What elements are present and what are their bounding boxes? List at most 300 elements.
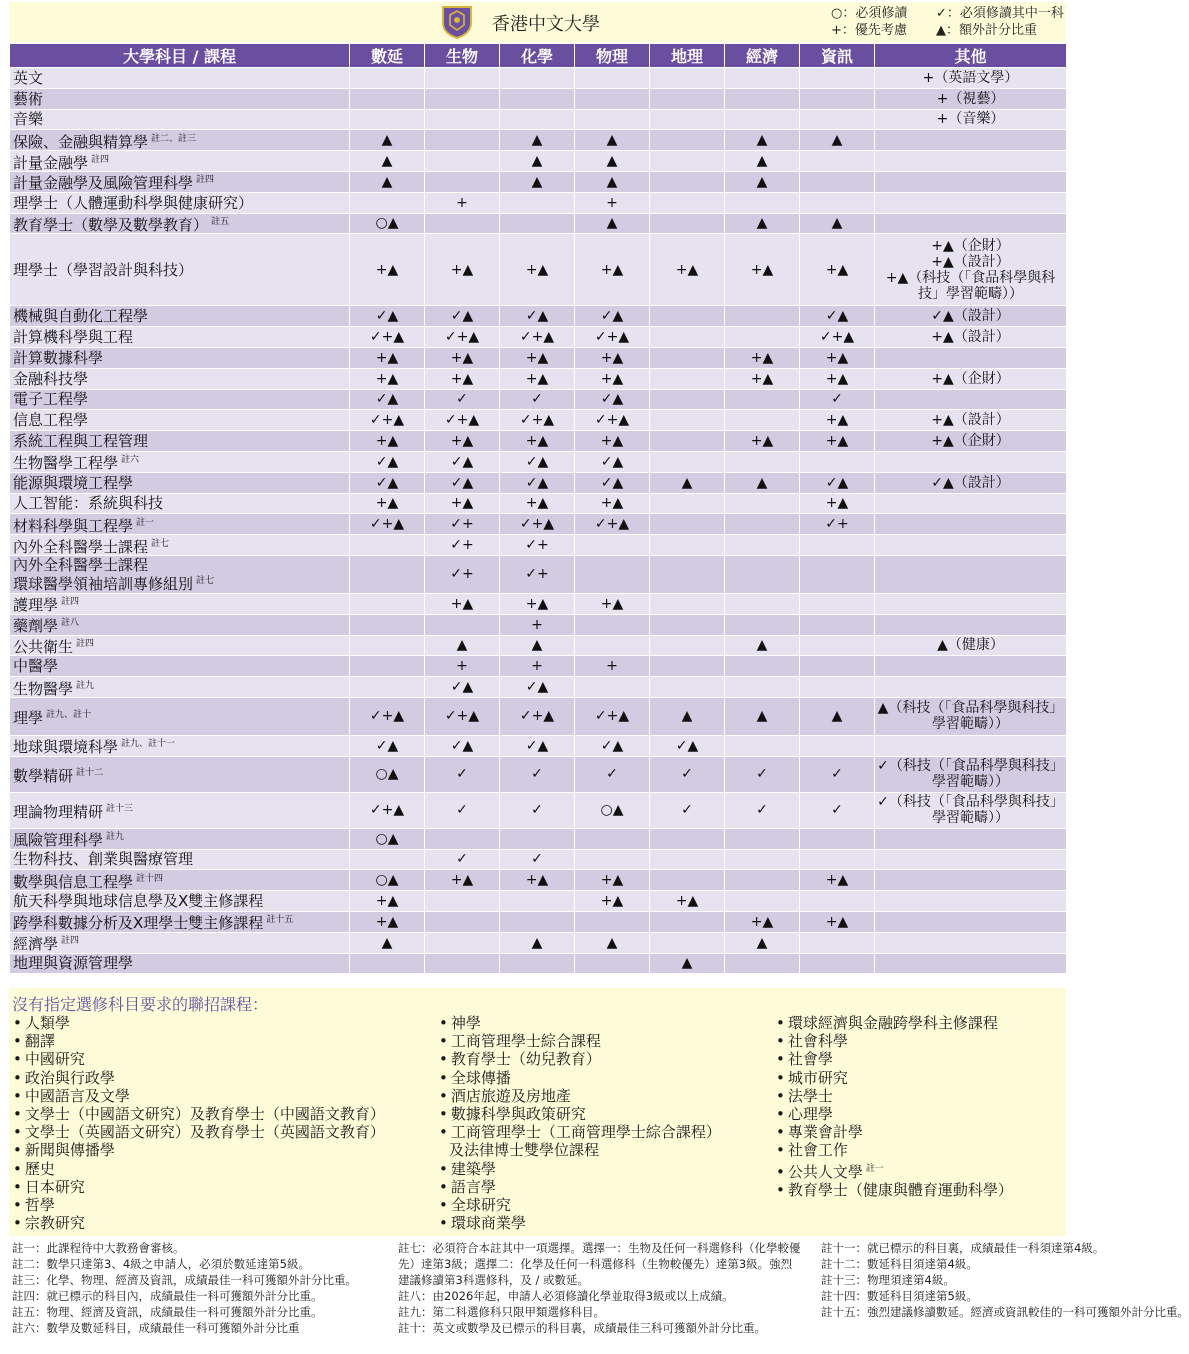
table-row [10, 870, 1067, 891]
course-name: 理學士（人體運動科學與健康研究） [10, 192, 350, 213]
cell-chemistry: +▲ [500, 493, 575, 514]
cell-geography [650, 870, 725, 891]
cell-m1m2: ✓+▲ [350, 792, 425, 828]
cell-biology: ✓+▲ [425, 697, 500, 735]
table-row [10, 656, 1067, 677]
col-header-m1m2: 數延 [350, 44, 425, 68]
cell-geography: +▲ [650, 891, 725, 912]
cell-others [875, 151, 1067, 172]
table-row [10, 555, 1067, 593]
table-row [10, 828, 1067, 849]
course-name: 理學 $^{註九、註十}$ [10, 697, 350, 735]
cell-biology: ✓▲ [425, 677, 500, 698]
cell-m1m2: ○▲ [350, 870, 425, 891]
cell-economics [725, 514, 800, 535]
cell-economics: ▲ [725, 472, 800, 493]
cell-biology: +▲ [425, 234, 500, 306]
course-note-ref: 註九 [76, 680, 95, 691]
list-item: • 社會工作 [776, 1141, 1013, 1159]
cell-others: +▲（企財） +▲（設計） +▲（科技（「食品科學與科技」學習範疇）） [875, 234, 1067, 306]
cell-chemistry: +▲ [500, 870, 575, 891]
cell-physics: ✓+▲ [575, 697, 650, 735]
cell-chemistry: ✓ [500, 792, 575, 828]
cell-chemistry [500, 88, 575, 109]
footnote: 註八：由2026年起，申請人必須修讀化學並取得3級或以上成績。 [398, 1289, 734, 1303]
cell-chemistry: +▲ [500, 234, 575, 306]
list-item: • 教育學士（健康與體育運動科學） [776, 1181, 1013, 1199]
cell-ict [800, 932, 875, 953]
cell-economics [725, 677, 800, 698]
cell-ict: ▲ [800, 130, 875, 151]
col-header-others: 其他 [875, 44, 1067, 68]
cell-biology: ✓+ [425, 555, 500, 593]
cell-ict: ✓ [800, 792, 875, 828]
notes-column-1 [12, 1240, 392, 1336]
cell-m1m2 [350, 614, 425, 635]
cell-m1m2: ✓+▲ [350, 514, 425, 535]
cell-ict [800, 555, 875, 593]
table-row [10, 891, 1067, 912]
course-note-ref: 註十三 [106, 803, 134, 814]
cell-chemistry [500, 192, 575, 213]
cell-ict: ✓▲ [800, 472, 875, 493]
cell-ict: +▲ [800, 234, 875, 306]
cell-biology: ✓ [425, 756, 500, 792]
course-name: 生物醫學 $^{註九}$ [10, 677, 350, 698]
col-header-geography: 地理 [650, 44, 725, 68]
footnote: 註十一：就已標示的科目裏，成績最佳一科須達第4級。 [821, 1241, 1105, 1255]
table-row [10, 213, 1067, 234]
course-name: 信息工程學 [10, 410, 350, 431]
cell-geography [650, 493, 725, 514]
cell-physics [575, 849, 650, 870]
cell-m1m2: +▲ [350, 493, 425, 514]
footnote: 註二：數學只達第3、4級之申請人，必須於數延達第5級。 [12, 1257, 310, 1271]
cell-others [875, 656, 1067, 677]
course-name: 計算數據科學 [10, 347, 350, 368]
cell-m1m2 [350, 535, 425, 556]
cell-ict [800, 171, 875, 192]
course-note-ref: 註十四 [136, 873, 164, 884]
cell-m1m2: ✓▲ [350, 451, 425, 472]
cell-economics [725, 891, 800, 912]
table-row [10, 514, 1067, 535]
cell-chemistry: ▲ [500, 171, 575, 192]
cell-ict: ▲ [800, 697, 875, 735]
table-row [10, 677, 1067, 698]
cell-biology: ✓▲ [425, 735, 500, 756]
table-row [10, 151, 1067, 172]
cell-economics [725, 493, 800, 514]
cell-economics [725, 614, 800, 635]
notes-column-2 [398, 1240, 803, 1336]
cell-geography [650, 68, 725, 89]
cell-chemistry: +▲ [500, 431, 575, 452]
cell-others [875, 130, 1067, 151]
cell-ict [800, 656, 875, 677]
cell-economics [725, 306, 800, 327]
cell-economics [725, 389, 800, 410]
cell-others: +（音樂） [875, 109, 1067, 130]
cell-ict [800, 109, 875, 130]
course-name: 數學與信息工程學 $^{註十四}$ [10, 870, 350, 891]
cell-others [875, 535, 1067, 556]
course-name: 經濟學 $^{註四}$ [10, 932, 350, 953]
cell-ict: ✓ [800, 756, 875, 792]
cell-others: +（英語文學） [875, 68, 1067, 89]
list-item: • 歷史 [13, 1160, 385, 1178]
course-name: 材料科學與工程學 $^{註一}$ [10, 514, 350, 535]
course-name: 護理學 $^{註四}$ [10, 593, 350, 614]
cell-geography [650, 368, 725, 389]
cell-m1m2: +▲ [350, 891, 425, 912]
cell-others [875, 677, 1067, 698]
cell-geography [650, 677, 725, 698]
cell-ict [800, 88, 875, 109]
cell-biology: ✓▲ [425, 472, 500, 493]
cell-ict [800, 593, 875, 614]
cell-chemistry: ✓▲ [500, 451, 575, 472]
table-body [10, 68, 1067, 974]
cell-economics [725, 953, 800, 974]
cell-others [875, 828, 1067, 849]
cell-geography [650, 192, 725, 213]
footnote: 註六：數學及數延科目，成績最佳一科可獲額外計分比重 [12, 1321, 300, 1335]
list-item: • 環球經濟與金融跨學科主修課程 [776, 1014, 1013, 1032]
university-crest-icon [441, 5, 473, 39]
cell-others [875, 849, 1067, 870]
cell-m1m2: ▲ [350, 130, 425, 151]
no-requirement-title: 沒有指定選修科目要求的聯招課程： [12, 995, 269, 1014]
cell-physics [575, 68, 650, 89]
cell-physics [575, 109, 650, 130]
cell-physics: +▲ [575, 368, 650, 389]
cell-m1m2 [350, 88, 425, 109]
course-name: 人工智能：系統與科技 [10, 493, 350, 514]
cell-biology [425, 891, 500, 912]
course-note-ref: 註八 [61, 618, 80, 629]
cell-economics [725, 828, 800, 849]
course-name: 地理與資源管理學 [10, 953, 350, 974]
cell-m1m2: ○▲ [350, 213, 425, 234]
cell-economics [725, 192, 800, 213]
cell-chemistry: ✓+▲ [500, 327, 575, 348]
cell-ict: ✓+▲ [800, 327, 875, 348]
symbol-legend [831, 5, 1066, 39]
course-name: 計量金融學 $^{註四}$ [10, 151, 350, 172]
course-name: 計算機科學與工程 [10, 327, 350, 348]
table-row [10, 472, 1067, 493]
cell-economics [725, 849, 800, 870]
cell-geography [650, 614, 725, 635]
course-note-ref: 註九 [106, 832, 125, 843]
cell-economics: +▲ [725, 911, 800, 932]
cell-biology: +▲ [425, 368, 500, 389]
course-name: 機械與自動化工程學 [10, 306, 350, 327]
cell-biology: +▲ [425, 347, 500, 368]
course-note-ref: 註一 [865, 1163, 884, 1174]
cell-biology [425, 68, 500, 89]
cell-ict [800, 735, 875, 756]
list-item: • 翻譯 [13, 1032, 385, 1050]
cell-chemistry: ✓▲ [500, 306, 575, 327]
cell-physics [575, 535, 650, 556]
cell-m1m2 [350, 953, 425, 974]
cell-chemistry: ✓▲ [500, 735, 575, 756]
course-note-ref: 註四 [196, 175, 215, 186]
cell-others: +（視藝） [875, 88, 1067, 109]
cell-chemistry [500, 213, 575, 234]
cell-others: ▲（科技（「食品科學與科技」學習範疇）） [875, 697, 1067, 735]
list-item: • 宗教研究 [13, 1214, 385, 1232]
cell-economics: ▲ [725, 151, 800, 172]
cell-economics: +▲ [725, 347, 800, 368]
footnote: 註五：物理、經濟及資訊，成績最佳一科可獲額外計分比重。 [12, 1305, 323, 1319]
cell-biology: ✓ [425, 849, 500, 870]
list-item: • 新聞與傳播學 [13, 1141, 385, 1159]
cell-others: ✓（科技（「食品科學與科技」學習範疇）） [875, 756, 1067, 792]
cell-chemistry: ✓▲ [500, 472, 575, 493]
cell-economics [725, 535, 800, 556]
cell-chemistry: ▲ [500, 130, 575, 151]
list-item: • 文學士（中國語文研究）及教育學士（中國語文教育） [13, 1105, 385, 1123]
col-header-course: 大學科目 / 課程 [10, 44, 350, 68]
course-name: 教育學士（數學及數學教育） $^{註五}$ [10, 213, 350, 234]
cell-geography [650, 849, 725, 870]
cell-ict: +▲ [800, 431, 875, 452]
cell-geography [650, 451, 725, 472]
course-name: 生物醫學工程學 $^{註六}$ [10, 451, 350, 472]
list-item: • 全球研究 [439, 1196, 729, 1214]
list-item: • 專業會計學 [776, 1123, 1013, 1141]
course-note-ref: 註七 [151, 538, 170, 549]
cell-geography [650, 593, 725, 614]
cell-others [875, 192, 1067, 213]
course-note-ref: 註五 [211, 216, 230, 227]
cell-chemistry: ✓+▲ [500, 514, 575, 535]
course-name: 生物科技、創業與醫療管理 [10, 849, 350, 870]
cell-geography [650, 213, 725, 234]
table-row [10, 192, 1067, 213]
table-row [10, 792, 1067, 828]
cell-others [875, 451, 1067, 472]
cell-chemistry [500, 68, 575, 89]
table-row [10, 697, 1067, 735]
cell-others [875, 735, 1067, 756]
cell-m1m2: +▲ [350, 347, 425, 368]
cell-economics: ▲ [725, 213, 800, 234]
cell-physics: +▲ [575, 870, 650, 891]
notes-column-3 [821, 1240, 1189, 1320]
table-row [10, 535, 1067, 556]
cell-economics [725, 327, 800, 348]
cell-chemistry: + [500, 614, 575, 635]
cell-m1m2: ○▲ [350, 756, 425, 792]
cell-ict [800, 677, 875, 698]
course-note-ref: 註十五 [266, 915, 294, 926]
cell-physics: ✓+▲ [575, 410, 650, 431]
cell-biology [425, 171, 500, 192]
cell-economics [725, 555, 800, 593]
cell-geography: ✓ [650, 756, 725, 792]
col-header-physics: 物理 [575, 44, 650, 68]
cell-economics [725, 656, 800, 677]
cell-physics [575, 614, 650, 635]
table-row [10, 109, 1067, 130]
cell-chemistry: +▲ [500, 347, 575, 368]
cell-biology [425, 109, 500, 130]
cell-physics: ✓▲ [575, 389, 650, 410]
cell-others [875, 932, 1067, 953]
table-row [10, 614, 1067, 635]
cell-physics: +▲ [575, 347, 650, 368]
course-note-ref: 註四 [61, 597, 80, 608]
cell-m1m2: ✓▲ [350, 472, 425, 493]
cell-m1m2 [350, 555, 425, 593]
cell-physics: ▲ [575, 171, 650, 192]
cell-biology: ✓▲ [425, 451, 500, 472]
cell-others: ✓（科技（「食品科學與科技」學習範疇）） [875, 792, 1067, 828]
cell-geography [650, 635, 725, 656]
course-name: 航天科學與地球信息學及X雙主修課程 [10, 891, 350, 912]
cell-physics: + [575, 656, 650, 677]
cell-ict [800, 68, 875, 89]
cell-chemistry [500, 891, 575, 912]
cell-biology [425, 88, 500, 109]
table-header-row [10, 44, 1067, 68]
cell-biology [425, 932, 500, 953]
cell-biology [425, 911, 500, 932]
table-row [10, 171, 1067, 192]
cell-m1m2: ✓▲ [350, 306, 425, 327]
cell-m1m2 [350, 109, 425, 130]
cell-others: ✓▲（設計） [875, 472, 1067, 493]
cell-biology: ✓ [425, 792, 500, 828]
cell-geography [650, 514, 725, 535]
cell-biology [425, 213, 500, 234]
cell-chemistry: +▲ [500, 368, 575, 389]
cell-biology: + [425, 656, 500, 677]
cell-economics [725, 68, 800, 89]
cell-ict [800, 451, 875, 472]
cell-ict: +▲ [800, 493, 875, 514]
course-name: 數學精研 $^{註十二}$ [10, 756, 350, 792]
cell-geography [650, 109, 725, 130]
cell-geography [650, 171, 725, 192]
list-item: • 心理學 [776, 1105, 1013, 1123]
cell-economics [725, 593, 800, 614]
cell-biology: ✓ [425, 389, 500, 410]
cell-ict [800, 614, 875, 635]
cell-ict [800, 192, 875, 213]
cell-geography [650, 88, 725, 109]
table-row [10, 68, 1067, 89]
table-row [10, 635, 1067, 656]
course-name: 系統工程與工程管理 [10, 431, 350, 452]
cell-economics [725, 735, 800, 756]
cell-physics: +▲ [575, 493, 650, 514]
list-item: • 數據科學與政策研究 [439, 1105, 729, 1123]
course-name: 理論物理精研 $^{註十三}$ [10, 792, 350, 828]
cell-others [875, 514, 1067, 535]
cell-geography [650, 656, 725, 677]
course-note-ref: 註九、註十一 [121, 739, 176, 750]
cell-geography [650, 347, 725, 368]
cell-physics: ✓▲ [575, 735, 650, 756]
cell-ict [800, 828, 875, 849]
list-item: • 建築學 [439, 1160, 729, 1178]
cell-chemistry: ✓ [500, 849, 575, 870]
table-row [10, 327, 1067, 348]
table-row [10, 347, 1067, 368]
cell-chemistry: ✓ [500, 389, 575, 410]
cell-geography: ✓ [650, 792, 725, 828]
list-item: • 文學士（英國語文研究）及教育學士（英國語文教育） [13, 1123, 385, 1141]
cell-chemistry: ▲ [500, 635, 575, 656]
cell-physics: ▲ [575, 213, 650, 234]
cell-biology [425, 614, 500, 635]
table-row [10, 234, 1067, 306]
cell-ict: +▲ [800, 870, 875, 891]
list-item: • 社會科學 [776, 1032, 1013, 1050]
course-name: 計量金融學及風險管理科學 $^{註四}$ [10, 171, 350, 192]
cell-biology: +▲ [425, 493, 500, 514]
footnote: 註十四：數延科目須達第5級。 [821, 1289, 978, 1303]
cell-biology [425, 953, 500, 974]
cell-m1m2: +▲ [350, 234, 425, 306]
cell-geography: ▲ [650, 697, 725, 735]
cell-m1m2: +▲ [350, 911, 425, 932]
cell-m1m2: ▲ [350, 151, 425, 172]
table-row [10, 410, 1067, 431]
list-item: • 環球商業學 [439, 1214, 729, 1232]
cell-physics: ✓▲ [575, 451, 650, 472]
cell-economics [725, 451, 800, 472]
cell-biology: +▲ [425, 870, 500, 891]
cell-geography: ▲ [650, 953, 725, 974]
cell-geography [650, 306, 725, 327]
list-item: • 社會學 [776, 1050, 1013, 1068]
table-row [10, 368, 1067, 389]
footnote: 註十二：數延科目須達第4級。 [821, 1257, 978, 1271]
course-note-ref: 註七 [196, 575, 215, 586]
list-item: • 法學士 [776, 1087, 1013, 1105]
cell-chemistry: ✓▲ [500, 677, 575, 698]
course-note-ref: 註六 [121, 455, 140, 466]
cell-others: ✓▲（設計） [875, 306, 1067, 327]
course-name: 內外全科醫學士課程 環球醫學領袖培訓專修組別 $^{註七}$ [10, 555, 350, 593]
cell-m1m2 [350, 635, 425, 656]
table-row [10, 911, 1067, 932]
cell-ict: +▲ [800, 911, 875, 932]
course-name: 風險管理科學 $^{註九}$ [10, 828, 350, 849]
cell-physics [575, 635, 650, 656]
cell-biology [425, 130, 500, 151]
cell-m1m2 [350, 656, 425, 677]
legend-extra-weight: ▲：額外計分比重 [936, 23, 1037, 38]
footnote: 註四：就已標示的科目內，成績最佳一科可獲額外計分比重。 [12, 1289, 323, 1303]
cell-others [875, 891, 1067, 912]
cell-m1m2: ✓▲ [350, 735, 425, 756]
cell-others [875, 213, 1067, 234]
cell-biology: ✓+▲ [425, 410, 500, 431]
cell-economics: ▲ [725, 932, 800, 953]
cell-m1m2: +▲ [350, 431, 425, 452]
table-row [10, 130, 1067, 151]
cell-m1m2: +▲ [350, 368, 425, 389]
list-item: • 政治與行政學 [13, 1069, 385, 1087]
table-row [10, 932, 1067, 953]
